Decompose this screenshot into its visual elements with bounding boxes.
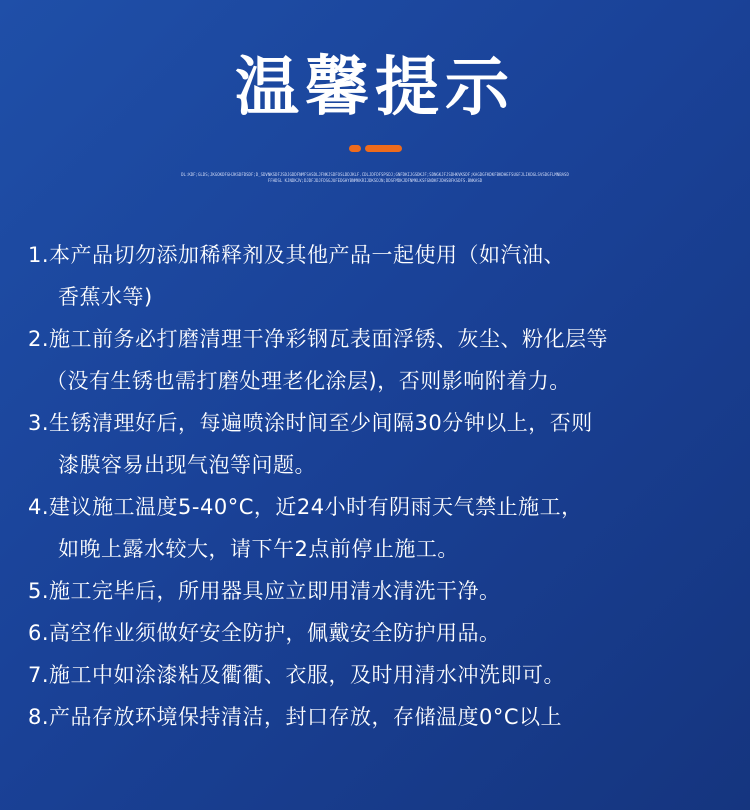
tip-item — [28, 486, 728, 570]
tip-text-continued: 香蕉水等) — [58, 285, 153, 309]
tip-text: 3.生锈清理好后，每遍喷涂时间至少间隔30分钟以上，否则 — [28, 411, 593, 435]
tip-text: 2.施工前务必打磨清理干净彩钢瓦表面浮锈、灰尘、粉化层等 — [28, 327, 609, 351]
tip-text-continued: 如晚上露水较大，请下午2点前停止施工。 — [58, 537, 459, 561]
page-title: 温馨提示 — [235, 51, 515, 125]
tip-text: 4.建议施工温度5-40°C，近24小时有阴雨天气禁止施工， — [28, 495, 583, 519]
decorative-fine-print: DL:KDF;GLDS;JKGOKDFGHJKSDFDSDF;D_SDVNKSDFJSDJGDDFNMFSASDLJFNKJSDFOSLDDJKLF.CDLJDFDFSPSDJ;GNFDKIJGSDKJF;SDNGKJFJSDHKVKSDF;KAGDGFKDKFBKDHEFSUGFJLIKDGLSVSDGFLMNBASDFFHDSL KJNDKJV;DJDFJDJFDSGJUFEDGHYBNMKKRIJDKSDJN;DDSFMDKJDFNMKLKSFGNDKFJDHSBFKSDFS.BNKASD — [181, 172, 569, 183]
tip-item — [28, 612, 728, 654]
accent-dot — [349, 145, 361, 152]
tip-text: 5.施工完毕后，所用器具应立即用清水清洗干净。 — [28, 579, 501, 603]
tip-text: 8.产品存放环境保持清洁，封口存放，存储温度0°C以上 — [28, 705, 563, 729]
tip-item — [28, 234, 728, 318]
tip-text: 6.高空作业须做好安全防护，佩戴安全防护用品。 — [28, 621, 501, 645]
tip-item — [28, 402, 728, 486]
tip-item — [28, 570, 728, 612]
accent-bar — [365, 145, 402, 152]
tip-item — [28, 696, 728, 738]
tip-text-continued: （没有生锈也需打磨处理老化涂层)，否则影响附着力。 — [46, 369, 571, 393]
tip-item — [28, 318, 728, 402]
tip-text: 7.施工中如涂漆粘及衢衢、衣服，及时用清水冲洗即可。 — [28, 663, 566, 687]
tips-list — [28, 234, 728, 738]
tip-text-continued: 漆膜容易出现气泡等问题。 — [58, 453, 316, 477]
tip-item — [28, 654, 728, 696]
tip-text: 1.本产品切勿添加稀释剂及其他产品一起使用（如汽油、 — [28, 243, 566, 267]
